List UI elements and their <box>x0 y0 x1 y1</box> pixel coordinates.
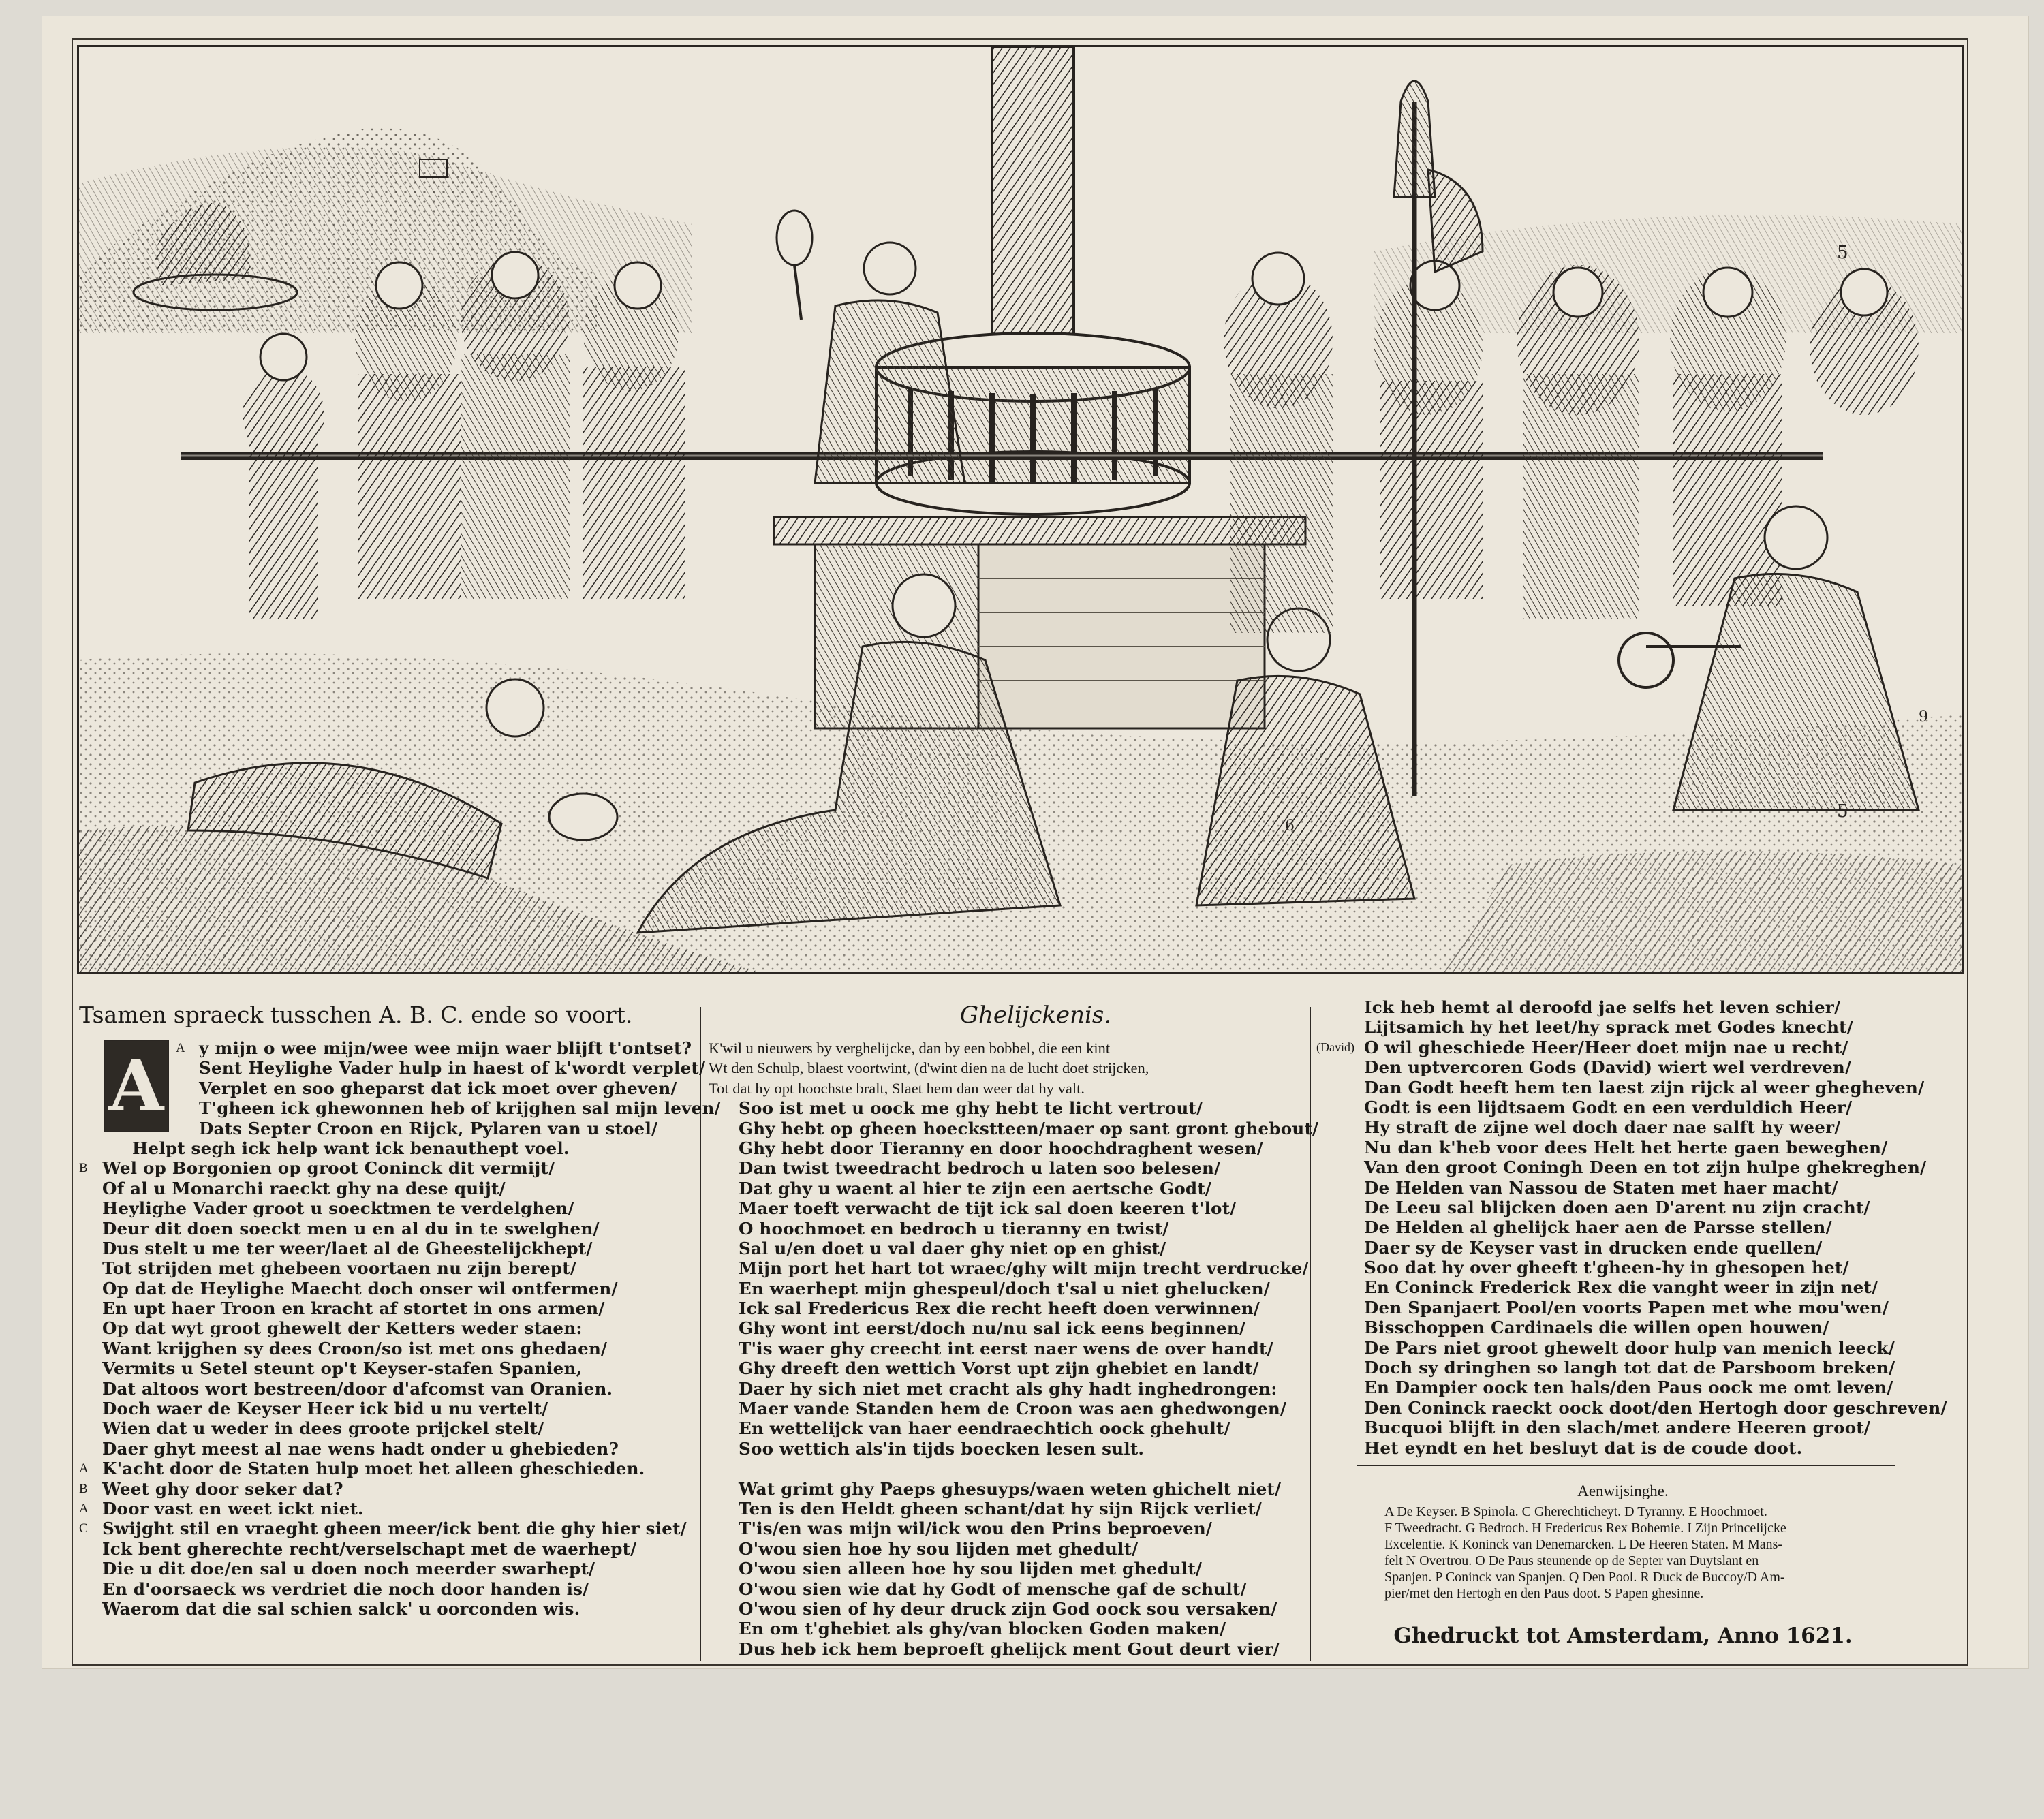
column-divider-2 <box>1310 1007 1311 1661</box>
verse-text: Doch sy dringhen so langh tot dat de Parsboom breken/ <box>1364 1358 1895 1378</box>
verse-line <box>709 1258 1308 1278</box>
verse-text: Swijght stil en vraeght gheen meer/ick bent die ghy hier siet/ <box>102 1519 687 1539</box>
legend-line: pier/met den Hertogh en den Paus doot. S Papen ghesinne. <box>1384 1586 1704 1602</box>
verse-text: Wel op Borgonien op groot Coninck dit vermijt/ <box>102 1158 555 1179</box>
verse-line <box>79 1239 685 1258</box>
verse-line <box>79 1559 685 1579</box>
verse-line <box>1316 1157 1930 1177</box>
verse-line <box>1316 1378 1930 1397</box>
verse-line <box>709 1459 1308 1478</box>
verse-text: Waerom dat die sal schien salck' u oorconden wis. <box>102 1598 580 1619</box>
legend-title: Aenwijsinghe. <box>1577 1482 1669 1499</box>
dropcap-letter: A <box>104 1040 169 1132</box>
verse-line <box>79 1038 692 1058</box>
verse-line <box>1316 1198 1930 1217</box>
verse-line <box>79 1279 685 1299</box>
legend-line: Spanjen. P Coninck van Spanjen. Q Den Pool. R Duck de Buccoy/D Am- <box>1384 1570 1785 1585</box>
verse-text: Mijn port het hart tot wraec/ghy wilt mijn trecht verdrucke/ <box>739 1258 1309 1279</box>
verse-text: O wil gheschiede Heer/Heer doet mijn nae u recht/ <box>1364 1037 1848 1057</box>
verse-text: O hoochmoet en bedroch u tieranny en twist/ <box>739 1218 1169 1239</box>
verse-line <box>1316 1117 1930 1137</box>
verse-text: De Pars niet groot ghewelt door hulp van menich leeck/ <box>1364 1337 1895 1358</box>
verse-line <box>79 1158 685 1178</box>
verse-line <box>79 1258 685 1278</box>
verse-text: Dat ghy u waent al hier te zijn een aertsche Godt/ <box>739 1178 1212 1198</box>
verse-line <box>79 1579 685 1599</box>
verse-text: Die u dit doe/en sal u doen noch meerder swarhept/ <box>102 1559 595 1579</box>
verse-text: Dus heb ick hem beproeft ghelijck ment Gout deurt vier/ <box>739 1638 1280 1659</box>
verse-text: Ghy wont int eerst/doch nu/nu sal ick eens beginnen/ <box>739 1318 1246 1339</box>
verse-text: Vermits u Setel steunt op't Keyser-stafen Spanien, <box>102 1358 583 1379</box>
verse-text: Dus stelt u me ter weer/laet al de Gheestelijckhept/ <box>102 1238 593 1258</box>
parable-title: Ghelijckenis. <box>959 1001 1112 1029</box>
verse-line <box>79 1418 685 1438</box>
verse-text: Den Coninck raeckt oock doot/den Hertogh door geschreven/ <box>1364 1397 1947 1418</box>
verse-line <box>79 1339 685 1358</box>
verse-text: Helpt segh ick help want ick benauthept voel. <box>132 1138 570 1158</box>
verse-line <box>79 1459 685 1478</box>
verse-line <box>709 1098 1308 1118</box>
verse-text: Op dat de Heylighe Maecht doch onser wil ontfermen/ <box>102 1278 618 1299</box>
speaker-letter: B <box>79 1481 88 1496</box>
verse-text: Bisschoppen Cardinaels die willen open houwen/ <box>1364 1318 1829 1338</box>
verse-line <box>709 1239 1308 1258</box>
verse-text: Bucquoi blijft in den slach/met andere Heeren groot/ <box>1364 1418 1871 1438</box>
verse-line <box>709 1619 1308 1638</box>
verse-text: De Helden van Nassou de Staten met haer macht/ <box>1364 1177 1838 1198</box>
verse-text: Sal u/en doet u val daer ghy niet op en ghist/ <box>739 1238 1166 1258</box>
verse-line <box>1316 1418 1930 1437</box>
engraving-illustration <box>77 45 1964 974</box>
verse-text: Weet ghy door seker dat? <box>102 1478 343 1499</box>
verse-line <box>79 1599 685 1619</box>
verse-line <box>79 1499 685 1519</box>
verse-line <box>1316 1178 1930 1198</box>
engraving-mark-9: 9 <box>1919 709 1928 726</box>
imprint-line: Ghedruckt tot Amsterdam, Anno 1621. <box>1393 1623 1853 1649</box>
verse-text: Soo wettich als'in tijds boecken lesen sult. <box>739 1438 1145 1459</box>
verse-text: Deur dit doen soeckt men u en al du in te swelghen/ <box>102 1218 600 1239</box>
verse-line <box>709 1339 1308 1358</box>
conclusion-lines <box>1316 997 1947 1458</box>
verse-text: En om t'ghebiet als ghy/van blocken Goden maken/ <box>739 1619 1226 1639</box>
verse-line <box>709 1559 1308 1579</box>
verse-text: Daer sy de Keyser vast in drucken ende quellen/ <box>1364 1237 1823 1258</box>
verse-line <box>1316 1038 1930 1057</box>
parable-lines <box>709 1098 1319 1659</box>
verse-line <box>79 1058 706 1078</box>
verse-text: O'wou sien of hy deur druck zijn God oock sou versaken/ <box>739 1598 1278 1619</box>
verse-line <box>1316 1138 1930 1157</box>
verse-line <box>709 1439 1308 1459</box>
verse-line <box>79 1198 685 1218</box>
verse-text: Of al u Monarchi raeckt ghy na dese quijt/ <box>102 1178 506 1198</box>
verse-text: Den uptvercoren Gods (David) wiert wel verdreven/ <box>1364 1057 1852 1078</box>
verse-text: En waerhept mijn ghespeul/doch t'sal u niet ghelucken/ <box>739 1278 1270 1299</box>
verse-line <box>1316 1338 1930 1358</box>
verse-line <box>1316 1318 1930 1337</box>
verse-line <box>79 1318 685 1338</box>
engraving-mark-6: 6 <box>1285 818 1295 835</box>
speaker-letter: A <box>79 1501 89 1516</box>
verse-line <box>79 1119 685 1138</box>
verse-line <box>1316 1277 1930 1297</box>
verse-text: Daer hy sich niet met cracht als ghy hadt inghedrongen: <box>739 1378 1278 1399</box>
verse-line <box>79 1179 685 1198</box>
verse-text: En Coninck Frederick Rex die vanght weer in zijn net/ <box>1364 1277 1878 1298</box>
verse-line <box>79 1479 685 1499</box>
verse-text: Nu dan k'heb voor dees Helt het herte gaen beweghen/ <box>1364 1137 1888 1157</box>
verse-text: K'acht door de Staten hulp moet het alleen gheschieden. <box>102 1459 645 1479</box>
verse-line <box>709 1219 1308 1239</box>
verse-text: Ten is den Heldt gheen schant/dat hy sijn Rijck verliet/ <box>739 1498 1262 1519</box>
parable-column <box>709 1001 1319 1819</box>
dialogue-lines <box>79 1038 721 1619</box>
verse-text: Dan twist tweedracht bedroch u laten soo belesen/ <box>739 1158 1221 1179</box>
engraving-mark-5a: 5 <box>1837 243 1848 263</box>
verse-text: Op dat wyt groot ghewelt der Ketters weder staen: <box>102 1318 583 1339</box>
verse-text: O'wou sien hoe hy sou lijden met ghedult/ <box>739 1538 1139 1559</box>
intro-line: K'wil u nieuwers by verghelijcke, dan by een bobbel, die een kint <box>709 1040 1111 1057</box>
verse-text: Sent Heylighe Vader hulp in haest of k'wordt verplet/ <box>199 1058 706 1078</box>
verse-text: Maer vande Standen hem de Croon was aen ghedwongen/ <box>739 1399 1287 1419</box>
verse-line <box>1316 1438 1930 1458</box>
verse-text: Ick bent gherechte recht/verselschapt met de waerhept/ <box>102 1538 637 1559</box>
speaker-letter: B <box>79 1161 88 1176</box>
verse-line <box>709 1358 1308 1378</box>
verse-line <box>79 1439 685 1459</box>
verse-text: Van den groot Coningh Deen en tot zijn hulpe ghekreghen/ <box>1364 1157 1927 1178</box>
verse-line <box>709 1279 1308 1299</box>
verse-text: De Leeu sal blijcken doen aen D'arent nu zijn cracht/ <box>1364 1197 1870 1217</box>
verse-line <box>709 1299 1308 1318</box>
verse-line <box>79 1078 685 1098</box>
speaker-letter: C <box>79 1521 88 1536</box>
verse-text: Ick heb hemt al deroofd jae selfs het leven schier/ <box>1364 997 1841 1017</box>
verse-text: En d'oorsaeck ws verdriet die noch door handen is/ <box>102 1579 589 1599</box>
verse-text: Wien dat u weder in dees groote prijckel stelt/ <box>102 1418 544 1439</box>
verse-text: Soo dat hy over gheeft t'gheen-hy in ghesopen het/ <box>1364 1258 1849 1278</box>
legend-line: F Tweedracht. G Bedroch. H Fredericus Rex Bohemie. I Zijn Princelijcke <box>1384 1521 1786 1536</box>
verse-text: En wettelijck van haer eendraechtich oock ghehult/ <box>739 1418 1230 1439</box>
verse-text: Door vast en weet ickt niet. <box>102 1498 364 1519</box>
engraving-mark-5b: 5 <box>1837 801 1848 822</box>
speaker-letter: A <box>176 1041 185 1055</box>
legend-line: felt N Overtrou. O De Paus steunende op de Septer van Duytslant en <box>1384 1553 1759 1569</box>
verse-line <box>709 1579 1308 1599</box>
verse-text: Daer ghyt meest al nae wens hadt onder u ghebieden? <box>102 1438 619 1459</box>
verse-line <box>709 1318 1308 1338</box>
verse-text: Lijtsamich hy het leet/hy sprack met Godes knecht/ <box>1364 1017 1853 1038</box>
verse-line <box>79 1219 685 1239</box>
verse-line <box>1316 1098 1930 1117</box>
verse-line <box>709 1539 1308 1559</box>
verse-text: T'is waer ghy creecht int eerst naer wens de over handt/ <box>739 1338 1273 1358</box>
verse-line <box>1316 1238 1930 1258</box>
legend-lines <box>1316 1504 1930 1602</box>
verse-line <box>1316 1358 1930 1378</box>
verse-text: Tot strijden met ghebeen voortaen nu zijn berept/ <box>102 1258 576 1279</box>
verse-line <box>709 1418 1308 1438</box>
verse-line <box>709 1138 1308 1158</box>
verse-text: En upt haer Troon en kracht af stortet in ons armen/ <box>102 1299 605 1319</box>
verse-line <box>79 1358 685 1378</box>
verse-text: Dat altoos wort bestreen/door d'afcomst van Oranien. <box>102 1378 613 1399</box>
intro-line: Wt den Schulp, blaest voortwint, (d'wint dien na de lucht doet strijcken, <box>709 1059 1149 1077</box>
verse-text: T'gheen ick ghewonnen heb of krijghen sal mijn leven/ <box>199 1098 721 1119</box>
verse-text: Want krijghen sy dees Croon/so ist met ons ghedaen/ <box>102 1338 608 1358</box>
verse-line <box>709 1198 1308 1218</box>
verse-line <box>1316 1078 1930 1098</box>
verse-text: Godt is een lijdtsaem Godt en een verduldich Heer/ <box>1364 1097 1853 1117</box>
verse-text: Ghy hebt op gheen hoeckstteen/maer op sant gront ghebout/ <box>739 1118 1319 1138</box>
verse-line <box>709 1179 1308 1198</box>
verse-line <box>709 1379 1308 1399</box>
verse-line <box>1316 1397 1947 1418</box>
verse-text: Verplet en soo gheparst dat ick moet over gheven/ <box>199 1078 677 1098</box>
verse-text: T'is/en was mijn wil/ick wou den Prins beproeven/ <box>739 1519 1213 1539</box>
verse-line <box>1316 1298 1930 1318</box>
verse-line <box>709 1399 1308 1418</box>
verse-line <box>709 1479 1308 1499</box>
legend-line: A De Keyser. B Spinola. C Gherechticheyt. D Tyranny. E Hoochmoet. <box>1384 1504 1767 1520</box>
verse-line <box>709 1118 1319 1138</box>
legend-line: Excelentie. K Koninck van Denemarcken. L De Heeren Staten. M Mans- <box>1384 1537 1783 1553</box>
verse-text: Doch waer de Keyser Heer ick bid u nu vertelt/ <box>102 1399 548 1419</box>
verse-text: Maer toeft verwacht de tijt ick sal doen keeren t'lot/ <box>739 1198 1237 1219</box>
verse-line <box>709 1158 1308 1178</box>
verse-line <box>1316 1057 1930 1077</box>
verse-line <box>709 1499 1308 1519</box>
verse-line <box>1316 1017 1930 1037</box>
verse-line <box>79 1299 685 1318</box>
verse-line <box>1316 1258 1930 1277</box>
verse-line <box>1316 997 1930 1017</box>
verse-text: Dan Godt heeft hem ten laest zijn rijck al weer ghegheven/ <box>1364 1077 1925 1098</box>
intro-line: Tot dat hy opt hoochste bralt, Slaet hem dan weer dat hy valt. <box>709 1079 1085 1097</box>
dialogue-title: Tsamen spraeck tusschen A. B. C. ende so voort. <box>79 1001 633 1028</box>
verse-line <box>79 1539 685 1559</box>
speaker-letter: A <box>79 1461 89 1476</box>
speaker-letter: (David) <box>1316 1040 1354 1054</box>
verse-line <box>1316 1217 1930 1237</box>
verse-text: Hy straft de zijne wel doch daer nae salft hy weer/ <box>1364 1117 1841 1138</box>
conclusion-column <box>1316 997 1947 1819</box>
verse-line <box>79 1519 685 1538</box>
verse-line <box>709 1599 1308 1619</box>
parable-intro <box>709 1038 1308 1098</box>
verse-line <box>79 1098 721 1119</box>
verse-text: Ick sal Fredericus Rex die recht heeft doen verwinnen/ <box>739 1299 1260 1319</box>
verse-text: O'wou sien wie dat hy Godt of mensche gaf de schult/ <box>739 1579 1247 1599</box>
verse-line <box>709 1519 1308 1538</box>
verse-text: De Helden al ghelijck haer aen de Parsse stellen/ <box>1364 1217 1832 1238</box>
verse-line <box>79 1379 685 1399</box>
legend-rule <box>1357 1465 1895 1466</box>
verse-text: Wat grimt ghy Paeps ghesuyps/waen weten ghichelt niet/ <box>739 1478 1282 1499</box>
verse-line <box>709 1639 1308 1659</box>
verse-text: Soo ist met u oock me ghy hebt te licht vertrout/ <box>739 1098 1203 1119</box>
verse-line <box>79 1138 685 1158</box>
verse-text: En Dampier oock ten hals/den Paus oock me omt leven/ <box>1364 1378 1893 1398</box>
verse-text: Ghy dreeft den wettich Vorst upt zijn ghebiet en landt/ <box>739 1358 1259 1379</box>
verse-text: O'wou sien alleen hoe hy sou lijden met ghedult/ <box>739 1559 1203 1579</box>
verse-text: Ghy hebt door Tieranny en door hoochdraghent wesen/ <box>739 1138 1263 1158</box>
verse-text: y mijn o wee mijn/wee wee mijn waer blijft t'ontset? <box>199 1038 692 1058</box>
verse-text: Heylighe Vader groot u soecktmen te verdelghen/ <box>102 1198 574 1219</box>
verse-text: Den Spanjaert Pool/en voorts Papen met whe mou'wen/ <box>1364 1297 1889 1318</box>
verse-text: Dats Septer Croon en Rijck, Pylaren van u stoel/ <box>199 1118 658 1138</box>
verse-line <box>79 1399 685 1418</box>
dialogue-column <box>79 1001 721 1819</box>
verse-text: Het eyndt en het besluyt dat is de coude doot. <box>1364 1437 1803 1458</box>
